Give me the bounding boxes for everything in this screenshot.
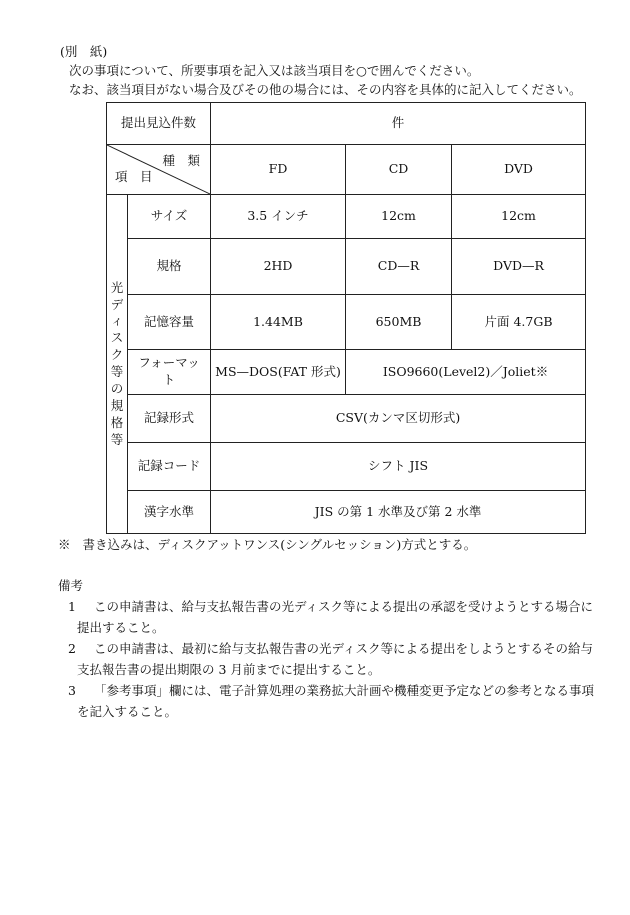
table-row [107, 145, 586, 195]
instruction-line-2: なお、該当項目がない場合及びその他の場合には、その内容を具体的に記入してください。 [69, 82, 582, 97]
table-row [107, 103, 586, 145]
table-row [107, 491, 586, 534]
cell-capacity-fd: 1.44MB [211, 295, 346, 350]
cell-size-dvd: 12cm [452, 195, 586, 239]
cell-capacity-dvd: 片面 4.7GB [452, 295, 586, 350]
type-label: 種 類 [162, 153, 201, 168]
column-header-fd: FD [211, 145, 346, 195]
row-label-record-code: 記録コード [128, 443, 211, 491]
cell-size-fd: 3.5 インチ [211, 195, 346, 239]
list-item [68, 685, 594, 698]
group-label-optical-disk: 光 デ ィ ス ク 等 の 規 格 等 [107, 195, 128, 534]
attachment-label: (別 紙) [60, 44, 108, 59]
row-label-record-format: 記録形式 [128, 395, 211, 443]
remark-continuation: 支払報告書の提出期限の 3 月前までに提出すること。 [77, 662, 381, 677]
cell-kanji-level: JIS の第 1 水準及び第 2 水準 [211, 491, 586, 534]
row-label-format: フォーマッ ト [128, 350, 211, 395]
cell-standard-fd: 2HD [211, 239, 346, 295]
remark-text: この申請書は、給与支払報告書の光ディスク等による提出の承認を受けようとする場合に [94, 599, 594, 614]
remark-text: この申請書は、最初に給与支払報告書の光ディスク等による提出をしようとするその給与 [94, 641, 594, 656]
footnote-mark: ※ [58, 537, 71, 552]
column-header-cd: CD [346, 145, 452, 195]
column-header-dvd: DVD [452, 145, 586, 195]
submission-count-unit: 件 [211, 103, 586, 145]
list-item [68, 643, 593, 656]
cell-record-format: CSV(カンマ区切形式) [211, 395, 586, 443]
cell-standard-cd: CD—R [346, 239, 452, 295]
table-row [107, 239, 586, 295]
type-item-header-cell [107, 145, 211, 195]
cell-format-fd: MS—DOS(FAT 形式) [211, 350, 346, 395]
row-label-kanji-level: 漢字水準 [128, 491, 211, 534]
cell-format-cd-dvd: ISO9660(Level2)／Joliet※ [346, 350, 586, 395]
submission-count-label: 提出見込件数 [107, 103, 211, 145]
remarks-title: 備考 [58, 578, 84, 593]
remark-text: 「参考事項」欄には、電子計算処理の業務拡大計画や機種変更予定などの参考となる事項 [94, 683, 595, 698]
cell-size-cd: 12cm [346, 195, 452, 239]
row-label-capacity: 記憶容量 [128, 295, 211, 350]
remark-continuation: を記入すること。 [77, 704, 178, 719]
list-item [68, 601, 593, 614]
table-row [107, 295, 586, 350]
remark-number: 1 [68, 599, 76, 614]
remark-number: 3 [68, 683, 76, 698]
item-label: 項 目 [115, 169, 153, 185]
instruction-line-1: 次の事項について、所要事項を記入又は該当項目を○で囲んでください。 [69, 63, 480, 78]
table-row [107, 443, 586, 491]
row-label-size: サイズ [128, 195, 211, 239]
footnote-text: 書き込みは、ディスクアットワンス(シングルセッション)方式とする。 [82, 537, 477, 552]
row-label-standard: 規格 [128, 239, 211, 295]
table-row [107, 395, 586, 443]
optical-disk-spec-table [106, 102, 586, 534]
table-row [107, 350, 586, 395]
table-footnote [58, 539, 476, 552]
cell-capacity-cd: 650MB [346, 295, 452, 350]
cell-standard-dvd: DVD—R [452, 239, 586, 295]
cell-record-code: シフト JIS [211, 443, 586, 491]
remark-continuation: 提出すること。 [77, 620, 165, 635]
table-row [107, 195, 586, 239]
remark-number: 2 [68, 641, 76, 656]
